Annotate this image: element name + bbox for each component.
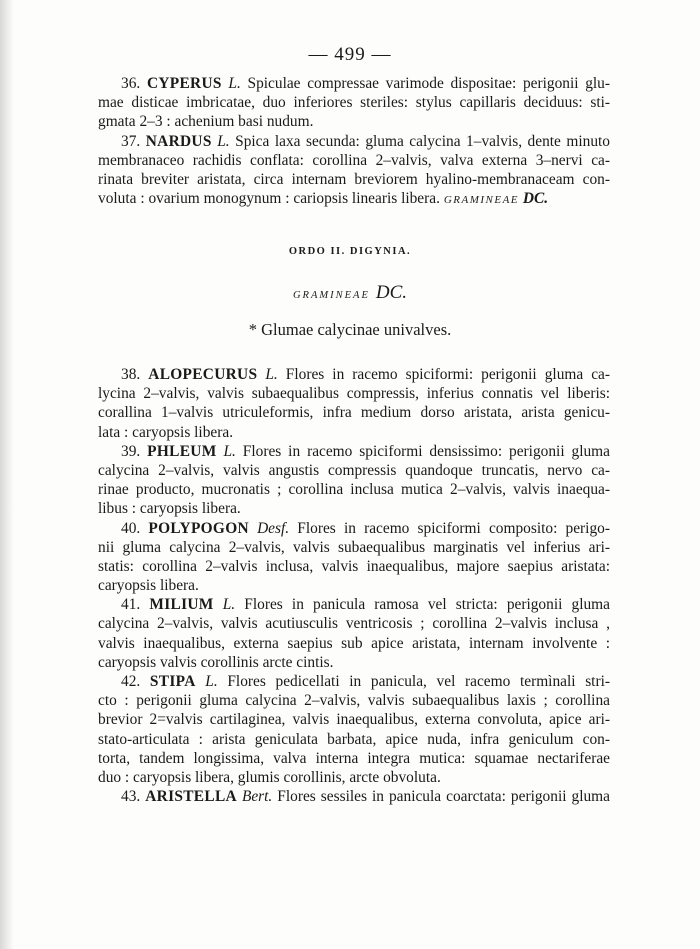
entry-37-line-1 [98, 132, 610, 151]
entry-41-line-2: calycina 2–valvis, valvis acutiusculis ventricosis ; corollina 2–valvis inclusa , [98, 615, 610, 633]
entry-39-line-2: calycina 2–valvis, valvis angustis compressis quandoque truncatis, nervo ca- [98, 461, 610, 479]
entry-text: Spica laxa secunda: gluma calycina 1–valvis, dente minuto [229, 132, 610, 150]
genus-author: L. [223, 442, 236, 460]
entry-number: 43. [121, 788, 141, 806]
entry-36-line-3: gmata 2–3 : achenium basi nudum. [98, 113, 314, 131]
genus-name: CYPERUS [146, 75, 222, 92]
genus-name: POLYPOGON [148, 519, 249, 537]
genus-author: L. [217, 132, 230, 150]
entry-text: Spiculae compressae varimode dispositae: perigonii glu- [240, 75, 610, 92]
entry-text: voluta : ovarium monogynum : cariopsis linearis libera. [98, 190, 440, 208]
ordo-heading: ORDO II. DIGYNIA. [288, 246, 412, 257]
entry-40-line-4: caryopsis libera. [98, 577, 199, 595]
family-author: DC. [375, 282, 408, 303]
entry-text: Flores in panicula ramosa vel stricta: perigonii gluma [235, 596, 610, 614]
family-heading [0, 282, 700, 304]
entry-text: Flores pedicellati in panicula, vel racemo termìnali stri- [217, 673, 610, 690]
genus-author: L. [205, 673, 218, 690]
entry-37-line-4 [98, 189, 610, 208]
entry-42-line-2: cto : perigonii gluma calycina 2–valvis, valvis subaequalibus laxis ; corollina [98, 692, 610, 710]
entries-top [98, 74, 610, 208]
entry-number: 39. [121, 442, 141, 460]
entry-40-line-2: nii gluma calycina 2–valvis, valvis subaequalibus marginatis vel inferius ari- [98, 538, 610, 556]
entry-36-line-2: mae disticae imbricatae, duo inferiores steriles: stylus capillaris deciduus: sti- [98, 94, 610, 112]
page-number: — 499 — [308, 44, 392, 65]
entry-39-line-3: rinae producto, mucronatis ; corollina inclusa mutica 2–valvis, valvis inaequa- [98, 481, 610, 499]
subsection-heading: * Glumae calycinae univalves. [248, 320, 452, 339]
genus-author: Bert. [241, 788, 273, 806]
entry-41-line-3: valvis inaequalibus, externa saepius sub apice aristata, internam involvente : [98, 634, 610, 652]
entry-number: 42. [121, 673, 141, 690]
family-name: GRAMINEAE [292, 290, 370, 301]
genus-name: ALOPECURUS [148, 366, 258, 383]
genus-author: L. [228, 75, 241, 92]
entry-39-line-4: libus : caryopsis libera. [98, 500, 241, 518]
entry-number: 40. [121, 519, 141, 537]
entry-39-line-1 [98, 442, 610, 461]
entry-41-line-4: caryopsis valvis corollinis arcte cintis. [98, 653, 334, 671]
entry-36-line-1 [98, 74, 610, 93]
entry-42-line-4: stato-articulata : arista geniculata barbata, apice nuda, infra geniculum con- [98, 730, 610, 748]
family-tag: GRAMINEAE [443, 194, 520, 207]
entry-text: Flores in racemo spiciformi composito: perigo- [289, 519, 610, 537]
entry-38-line-1 [98, 365, 610, 384]
entry-42-line-5: torta, tandem longissima, valva interna integra mutica: squamae nectariferae [98, 749, 610, 767]
entry-41-line-1 [98, 595, 610, 614]
entry-40-line-1 [98, 519, 610, 538]
family-tag-author: DC. [522, 190, 549, 208]
entry-40-line-3: statis: corollina 2–valvis inclusa, valvis inaequalibus, majore saepius aristata: [98, 557, 610, 575]
entry-42-line-3: brevior 2=valvis cartilaginea, valvis inaequalibus, externa convoluta, apice ari- [98, 711, 610, 729]
genus-name: MILIUM [149, 596, 214, 614]
entry-38-line-2: lycina 2–valvis, valvis subaequalibus compressis, inferius connatis vel liberis: [98, 385, 610, 403]
entry-38-line-3: corallina 1–valvis utriculeformis, infra medium dorso aristata, arista genicu- [98, 404, 610, 422]
entry-number: 41. [121, 596, 141, 614]
genus-name: STIPA [149, 673, 196, 690]
entry-43-line-1 [98, 787, 610, 806]
genus-author: L. [265, 366, 278, 383]
entry-text: Flores sessiles in panicula coarctata: perigonii gluma [272, 788, 610, 806]
genus-author: L. [222, 596, 236, 614]
entry-37-line-2: membranaceo rachidis conflata: corollina 2–valvis, valva externa 3–nervi ca- [98, 151, 610, 169]
entries-bottom [98, 365, 610, 806]
entry-42-line-1 [98, 672, 610, 691]
genus-name: PHLEUM [147, 442, 217, 460]
entry-text: Flores in racemo spiciformi densissimo: perigonii gluma [235, 442, 610, 460]
genus-author: Desf. [257, 519, 290, 537]
genus-name: NARDUS [145, 132, 212, 150]
entry-42-line-6: duo : caryopsis libera, glumis corollinis, arcte obvoluta. [98, 768, 441, 786]
genus-name: ARISTELLA [145, 788, 237, 806]
entry-text: Flores in racemo spiciformi: perigonii gluma ca- [277, 366, 610, 383]
entry-number: 37. [121, 132, 141, 150]
entry-38-line-4: lata : caryopsis libera. [98, 423, 234, 441]
entry-number: 36. [121, 75, 141, 92]
entry-37-line-3: rinata breviter aristata, circa internam breviorem hyalino-membranaceam con- [98, 170, 610, 188]
entry-number: 38. [121, 366, 141, 383]
